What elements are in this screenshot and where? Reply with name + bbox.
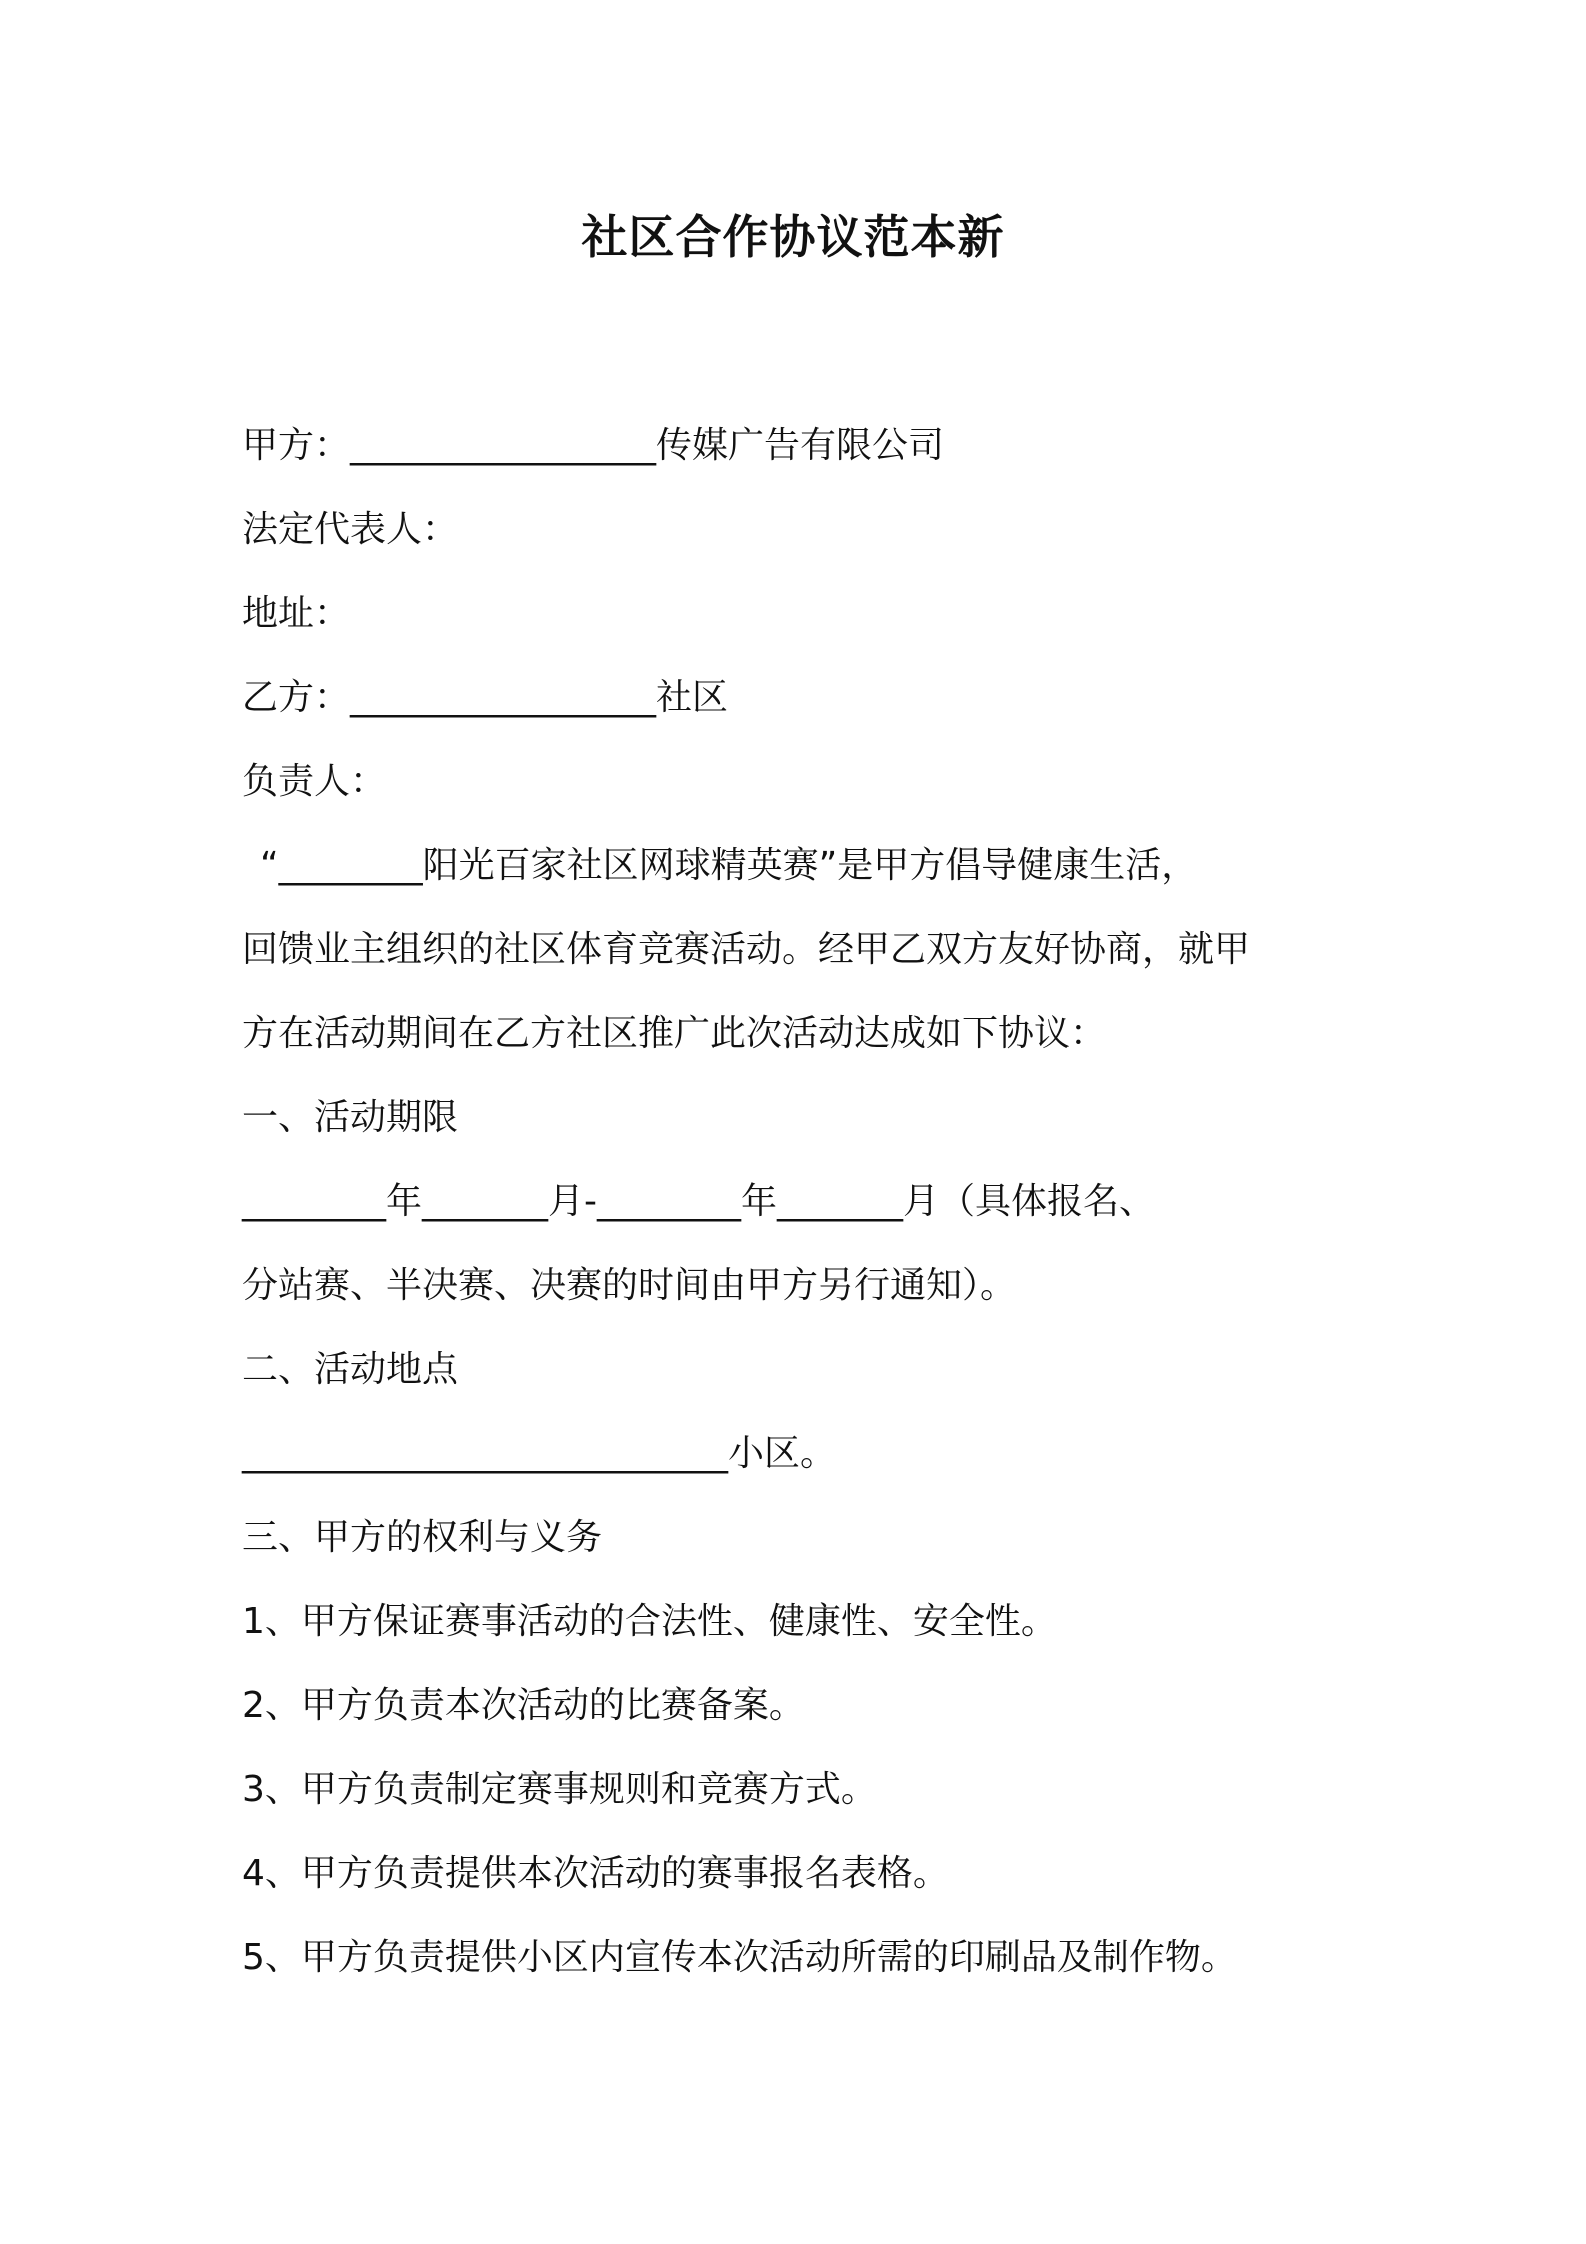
activity-period-line-1: ________年_______月-________年_______月（具体报名、: [242, 1181, 1155, 1222]
intro-paragraph-line-2: 回馈业主组织的社区体育竞赛活动。经甲乙双方友好协商，就甲: [242, 929, 1251, 970]
section-heading-activity-period: 一、活动期限: [242, 1097, 459, 1138]
activity-period-line-2: 分站赛、半决赛、决赛的时间由甲方另行通知）。: [242, 1265, 1017, 1306]
section-heading-party-a-rights: 三、甲方的权利与义务: [242, 1517, 603, 1558]
section-heading-activity-location: 二、活动地点: [242, 1349, 459, 1390]
party-a-obligation-4: 4、甲方负责提供本次活动的赛事报名表格。: [242, 1853, 949, 1894]
party-a-obligation-5: 5、甲方负责提供小区内宣传本次活动所需的印刷品及制作物。: [242, 1937, 1237, 1978]
document-title: 社区合作协议范本新: [581, 210, 1005, 264]
responsible-person-line: 负责人：: [242, 761, 387, 802]
legal-representative-line: 法定代表人：: [242, 509, 459, 550]
intro-paragraph-line-3: 方在活动期间在乙方社区推广此次活动达成如下协议：: [242, 1013, 1107, 1054]
intro-paragraph-line-1: “________阳光百家社区网球精英赛”是甲方倡导健康生活，: [260, 845, 1198, 886]
party-a-obligation-3: 3、甲方负责制定赛事规则和竞赛方式。: [242, 1769, 877, 1810]
party-b-line: 乙方：_________________社区: [242, 677, 729, 718]
address-line: 地址：: [242, 593, 351, 634]
party-a-line: 甲方：_________________传媒广告有限公司: [242, 425, 945, 466]
party-a-obligation-1: 1、甲方保证赛事活动的合法性、健康性、安全性。: [242, 1601, 1057, 1642]
activity-location-line: ___________________________小区。: [242, 1433, 837, 1474]
document-body: [242, 404, 1362, 2000]
party-a-obligation-2: 2、甲方负责本次活动的比赛备案。: [242, 1685, 805, 1726]
